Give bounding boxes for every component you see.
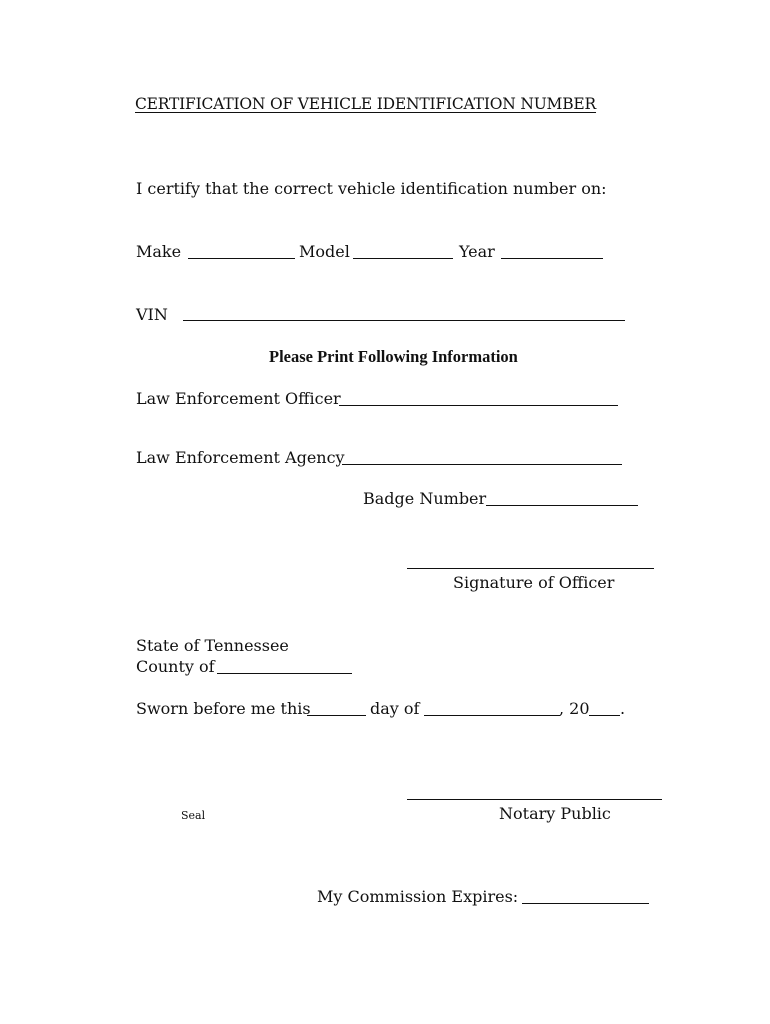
certify-statement: I certify that the correct vehicle identification number on: — [136, 179, 607, 198]
officer-signature-field[interactable] — [407, 568, 654, 569]
badge-field[interactable] — [486, 505, 638, 506]
officer-field[interactable] — [339, 405, 618, 406]
day-of-label: day of — [370, 699, 420, 718]
make-field[interactable] — [188, 258, 295, 259]
state-text: State of Tennessee — [136, 636, 289, 655]
commission-label: My Commission Expires: — [317, 887, 519, 906]
county-field[interactable] — [217, 673, 352, 674]
model-label: Model — [299, 242, 350, 261]
sworn-prefix: Sworn before me this — [136, 699, 311, 718]
notary-label: Notary Public — [499, 804, 611, 823]
sworn-year-field[interactable] — [589, 715, 620, 716]
notary-signature-field[interactable] — [407, 799, 662, 800]
sworn-day-field[interactable] — [307, 715, 366, 716]
badge-label: Badge Number — [363, 489, 487, 508]
sworn-month-field[interactable] — [424, 715, 560, 716]
commission-expiry-field[interactable] — [522, 903, 649, 904]
year-prefix: , 20 — [559, 699, 590, 718]
form-title: CERTIFICATION OF VEHICLE IDENTIFICATION NUMBER — [135, 95, 597, 113]
vin-label: VIN — [136, 305, 168, 324]
print-heading: Please Print Following Information — [269, 347, 518, 366]
year-label: Year — [459, 242, 495, 261]
county-label: County of — [136, 657, 215, 676]
seal-label: Seal — [181, 809, 206, 822]
officer-label: Law Enforcement Officer — [136, 389, 341, 408]
year-suffix: . — [620, 699, 626, 718]
vin-field[interactable] — [183, 320, 625, 321]
model-field[interactable] — [353, 258, 453, 259]
make-label: Make — [136, 242, 182, 261]
agency-field[interactable] — [342, 464, 622, 465]
agency-label: Law Enforcement Agency — [136, 448, 345, 467]
year-field[interactable] — [501, 258, 603, 259]
signature-label: Signature of Officer — [453, 573, 615, 592]
